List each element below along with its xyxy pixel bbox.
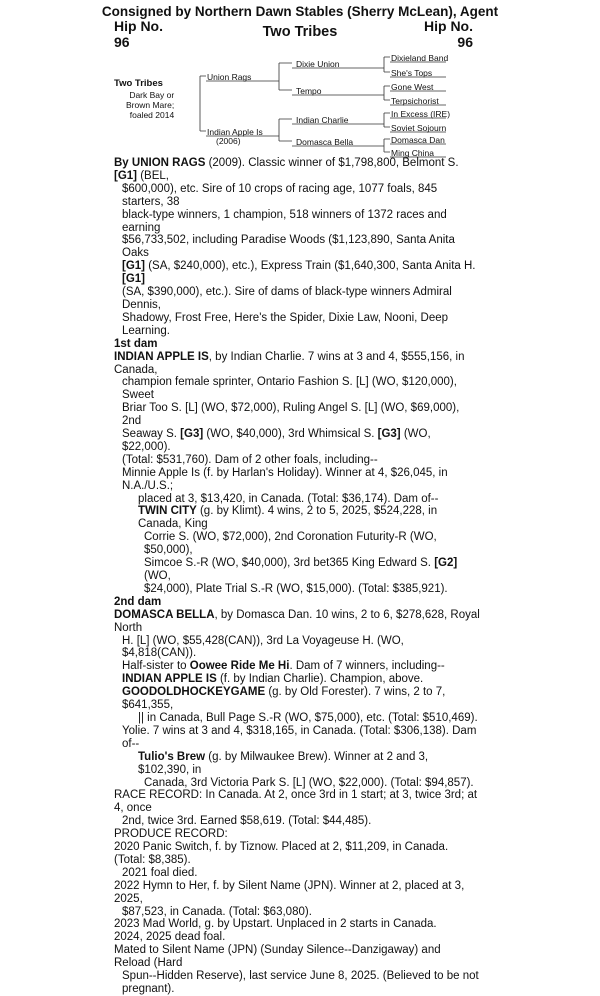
second-dam-section bbox=[114, 596, 480, 790]
horse-title: Two Tribes bbox=[262, 24, 338, 40]
produce-line: $87,523, in Canada. (Total: $63,080). bbox=[122, 905, 312, 918]
second-dam-text: . Dam of 7 winners, including-- bbox=[289, 660, 445, 673]
first-dam-text: champion female sprinter, Ontario Fashion S. [L] (WO, $120,000), Sweet bbox=[122, 376, 457, 402]
pedigree-gen3-1: Dixieland Band bbox=[391, 53, 449, 63]
pedigree-gen2-4: Domasca Bella bbox=[296, 137, 354, 147]
pedigree-gen3-4: Terpsichorist bbox=[391, 96, 439, 106]
produce-entry: Corrie S. (WO, $72,000), 2nd Coronation Futurity-R (WO, $50,000), bbox=[144, 531, 437, 557]
produce-name: GOODOLDHOCKEYGAME bbox=[122, 686, 266, 699]
race-record-text: 2nd, twice 3rd. Earned $58,619. (Total: $44,485). bbox=[122, 815, 372, 828]
produce-entry: Yolie. 7 wins at 3 and 4, $318,165, in Canada. (Total: $306,138). Dam of-- bbox=[122, 724, 477, 750]
subject-desc-1: Dark Bay or bbox=[129, 90, 175, 100]
pedigree-gen3-2: She's Tops bbox=[391, 68, 433, 78]
pedigree-subject-desc bbox=[126, 90, 174, 120]
race-record bbox=[114, 789, 480, 828]
consignor-line: Consigned by Northern Dawn Stables (Sherry McLean), Agent bbox=[101, 4, 499, 19]
produce-record bbox=[114, 828, 480, 996]
sire-section bbox=[114, 157, 480, 338]
produce-entry: (g. by Old Forester). 7 wins, 2 to 7, $641,355, bbox=[122, 686, 446, 712]
produce-line: 2023 Mad World, g. by Upstart. Unplaced in 2 starts in Canada. bbox=[114, 918, 437, 931]
produce-entry: (g. by Klimt). 4 wins, 2 to 5, 2025, $524,228, in Canada, King bbox=[138, 505, 438, 531]
produce-entry: Simcoe S.-R (WO, $40,000), 3rd bet365 King Edward S. bbox=[144, 557, 435, 570]
sire-text: (SA, $390,000), etc.). Sire of dams of black-type winners Admiral Dennis, bbox=[122, 286, 452, 311]
pedigree-gen3-6: Soviet Sojourn bbox=[391, 123, 447, 133]
produce-entry: (f. by Indian Charlie). Champion, above. bbox=[216, 673, 424, 686]
pedigree-dam: Indian Apple Is bbox=[207, 127, 263, 137]
pedigree-gen2-3: Indian Charlie bbox=[296, 115, 349, 125]
mating-line: Mated to Silent Name (JPN) (Sunday Silence--Danzigaway) and Reload (Hard bbox=[114, 944, 441, 970]
grade-badge: [G1] bbox=[122, 273, 145, 286]
produce-entry: (g. by Milwaukee Brew). Winner at 2 and 3, $102,390, in bbox=[138, 750, 429, 776]
catalog-text bbox=[114, 157, 480, 996]
sire-text: (2009). Classic winner of $1,798,800, Belmont S. bbox=[205, 157, 459, 169]
second-dam-text: , by Domasca Dan. 10 wins, 2 to 6, $278,628, Royal North bbox=[114, 608, 480, 634]
produce-record-heading: PRODUCE RECORD: bbox=[114, 828, 228, 841]
half-sibling-name: Oowee Ride Me Hi bbox=[189, 660, 290, 673]
sire-text: $56,733,502, including Paradise Woods ($1,123,890, Santa Anita Oaks bbox=[122, 234, 455, 260]
pedigree-gen3-7: Domasca Dan bbox=[391, 135, 445, 145]
mating-line: pregnant). bbox=[122, 983, 175, 995]
first-dam-text: Seaway S. bbox=[122, 428, 181, 441]
second-dam-heading: 2nd dam bbox=[114, 595, 162, 608]
sire-text: Shadowy, Frost Free, Here's the Spider, Dixie Law, Nooni, Deep Learning. bbox=[122, 311, 449, 337]
second-dam-text: Half-sister to bbox=[122, 660, 190, 673]
produce-line: 2022 Hymn to Her, f. by Silent Name (JPN). Winner at 2, placed at 3, 2025, bbox=[114, 879, 465, 905]
sire-text: $600,000), etc. Sire of 10 crops of racing age, 1077 foals, 845 starters, 38 bbox=[122, 182, 438, 208]
hip-label: Hip No. bbox=[114, 18, 163, 34]
pedigree-gen3-5: In Excess (IRE) bbox=[391, 109, 451, 119]
hip-number: 96 bbox=[457, 34, 473, 50]
pedigree-gen3-3: Gone West bbox=[391, 82, 434, 92]
sire-text: (SA, $240,000), etc.), Express Train ($1,640,300, Santa Anita H. bbox=[145, 260, 476, 273]
produce-entry: || in Canada, Bull Page S.-R (WO, $75,000), etc. (Total: $510,469). bbox=[138, 711, 478, 724]
hip-label: Hip No. bbox=[424, 18, 473, 34]
second-dam-text: H. [L] (WO, $55,428(CAN)), 3rd La Voyageuse H. (WO, $4,818(CAN)). bbox=[122, 634, 404, 660]
produce-entry: placed at 3, $13,420, in Canada. (Total: $36,174). Dam of-- bbox=[138, 492, 439, 505]
grade-badge: [G3] bbox=[180, 428, 204, 441]
produce-entry: (WO, bbox=[144, 570, 171, 582]
first-dam-text: (WO, $40,000), 3rd Whimsical S. bbox=[203, 428, 378, 441]
produce-line: 2020 Panic Switch, f. by Tiznow. Placed at 2, $11,209, in Canada. (Total: $8,385). bbox=[114, 841, 449, 866]
produce-name: INDIAN APPLE IS bbox=[122, 673, 217, 686]
produce-line: 2021 foal died. bbox=[122, 866, 198, 879]
produce-name: Tulio's Brew bbox=[138, 750, 206, 763]
subject-desc-3: foaled 2014 bbox=[129, 110, 175, 120]
produce-entry: Minnie Apple Is (f. by Harlan's Holiday). Winner at 4, $26,045, in N.A./U.S.; bbox=[122, 466, 448, 492]
first-dam-text: (WO, $22,000). bbox=[122, 428, 431, 453]
produce-name: TWIN CITY bbox=[138, 505, 197, 518]
second-dam-name: DOMASCA BELLA bbox=[114, 608, 215, 621]
first-dam-heading: 1st dam bbox=[114, 337, 158, 350]
pedigree-chart bbox=[0, 0, 600, 170]
first-dam-text: (Total: $531,760). Dam of 2 other foals, including-- bbox=[122, 453, 378, 466]
produce-line: 2024, 2025 dead foal. bbox=[114, 931, 226, 944]
first-dam-section bbox=[114, 338, 480, 596]
produce-entry: $24,000), Plate Trial S.-R (WO, $15,000). (Total: $385,921). bbox=[144, 582, 448, 595]
pedigree-subject-name: Two Tribes bbox=[114, 78, 163, 89]
pedigree-gen3-8: Ming China bbox=[391, 148, 434, 158]
pedigree-dam-year: (2006) bbox=[216, 136, 241, 146]
produce-entry: Canada, 3rd Victoria Park S. [L] (WO, $22,000). (Total: $94,857). bbox=[144, 776, 474, 789]
first-dam-name: INDIAN APPLE IS bbox=[114, 350, 209, 363]
grade-badge: [G1] bbox=[114, 169, 137, 182]
first-dam-text: Briar Too S. [L] (WO, $72,000), Ruling Angel S. [L] (WO, $69,000), 2nd bbox=[122, 402, 460, 428]
grade-badge: [G2] bbox=[434, 557, 458, 570]
subject-desc-2: Brown Mare; bbox=[126, 100, 175, 110]
mating-line: Spun--Hidden Reserve), last service June 8, 2025. (Believed to be not bbox=[122, 970, 479, 983]
race-record-text: RACE RECORD: In Canada. At 2, once 3rd in 1 start; at 3, twice 3rd; at 4, once bbox=[114, 789, 478, 815]
hip-number: 96 bbox=[114, 34, 130, 50]
grade-badge: [G3] bbox=[377, 428, 401, 441]
pedigree-sire: Union Rags bbox=[207, 72, 252, 82]
pedigree-gen2-2: Tempo bbox=[296, 86, 322, 96]
sire-text: black-type winners, 1 champion, 518 winners of 1372 races and earning bbox=[122, 208, 447, 234]
sire-text: (BEL, bbox=[137, 169, 169, 182]
first-dam-text: , by Indian Charlie. 7 wins at 3 and 4, $555,156, in Canada, bbox=[114, 350, 465, 376]
pedigree-gen2-1: Dixie Union bbox=[296, 59, 340, 69]
sire-lead: By UNION RAGS bbox=[114, 157, 206, 169]
grade-badge: [G1] bbox=[122, 260, 145, 273]
